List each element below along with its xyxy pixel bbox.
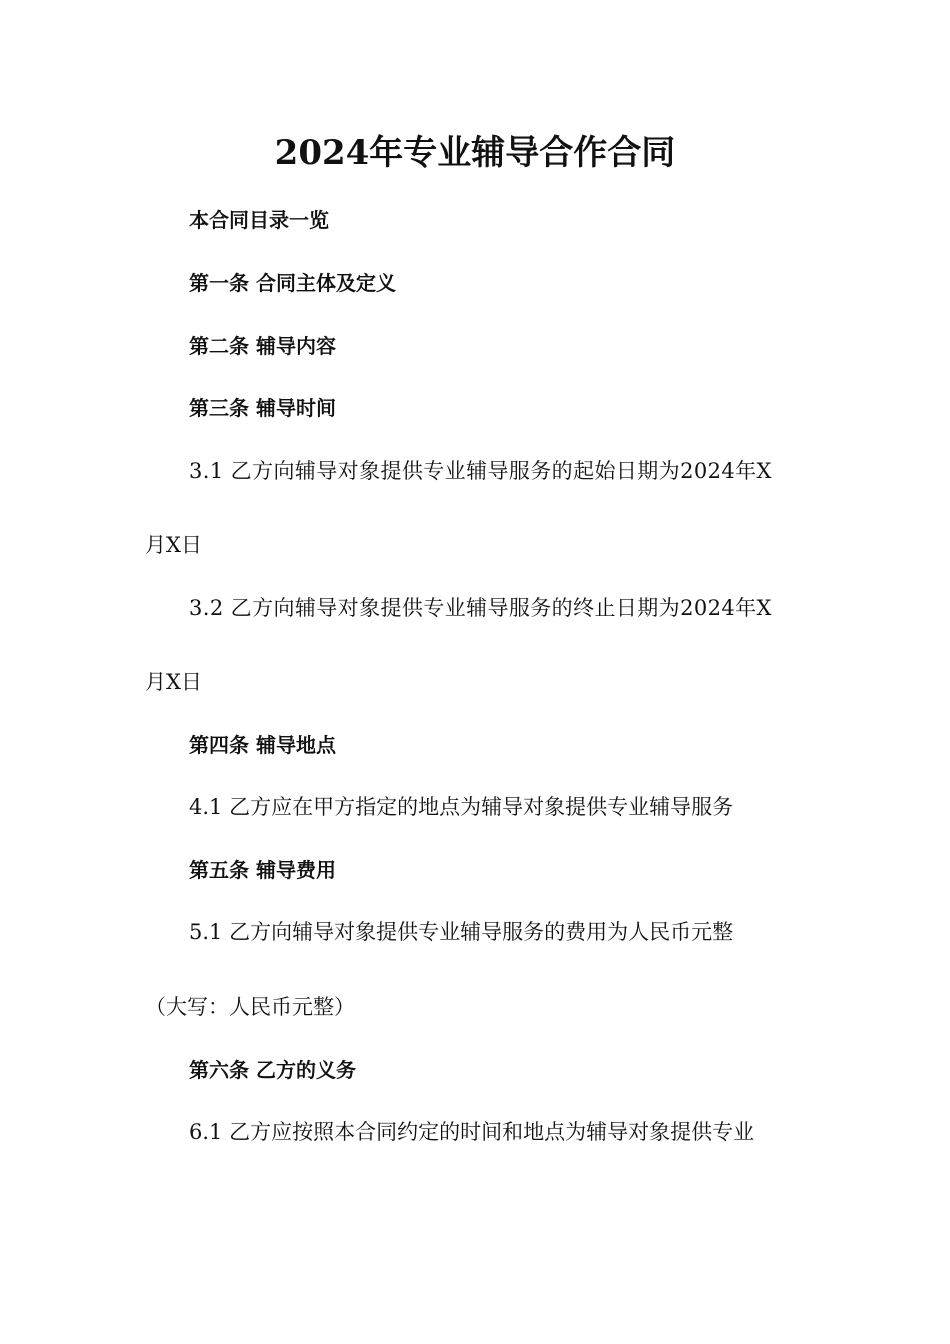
article-4-heading: 第四条 辅导地点 xyxy=(189,733,336,757)
article-5-heading: 第五条 辅导费用 xyxy=(189,858,336,882)
article-3-heading: 第三条 辅导时间 xyxy=(189,396,336,420)
clause-3-2-line-2: 月X日 xyxy=(145,670,202,694)
clause-3-1-line-1: 3.1 乙方向辅导对象提供专业辅导服务的起始日期为2024年X xyxy=(189,459,772,483)
article-2-heading: 第二条 辅导内容 xyxy=(189,334,336,358)
document-title: 2024年专业辅导合作合同 xyxy=(274,133,676,173)
clause-4-1: 4.1 乙方应在甲方指定的地点为辅导对象提供专业辅导服务 xyxy=(189,795,734,819)
article-1-heading: 第一条 合同主体及定义 xyxy=(189,271,396,295)
clause-3-1-line-2: 月X日 xyxy=(145,533,202,557)
clause-5-1-line-1: 5.1 乙方向辅导对象提供专业辅导服务的费用为人民币元整 xyxy=(189,920,734,944)
toc-heading: 本合同目录一览 xyxy=(189,208,329,232)
clause-6-1-line-1: 6.1 乙方应按照本合同约定的时间和地点为辅导对象提供专业 xyxy=(189,1120,755,1144)
article-6-heading: 第六条 乙方的义务 xyxy=(189,1058,356,1082)
clause-5-1-line-2: （大写：人民币元整） xyxy=(145,995,355,1019)
clause-3-2-line-1: 3.2 乙方向辅导对象提供专业辅导服务的终止日期为2024年X xyxy=(189,596,772,620)
